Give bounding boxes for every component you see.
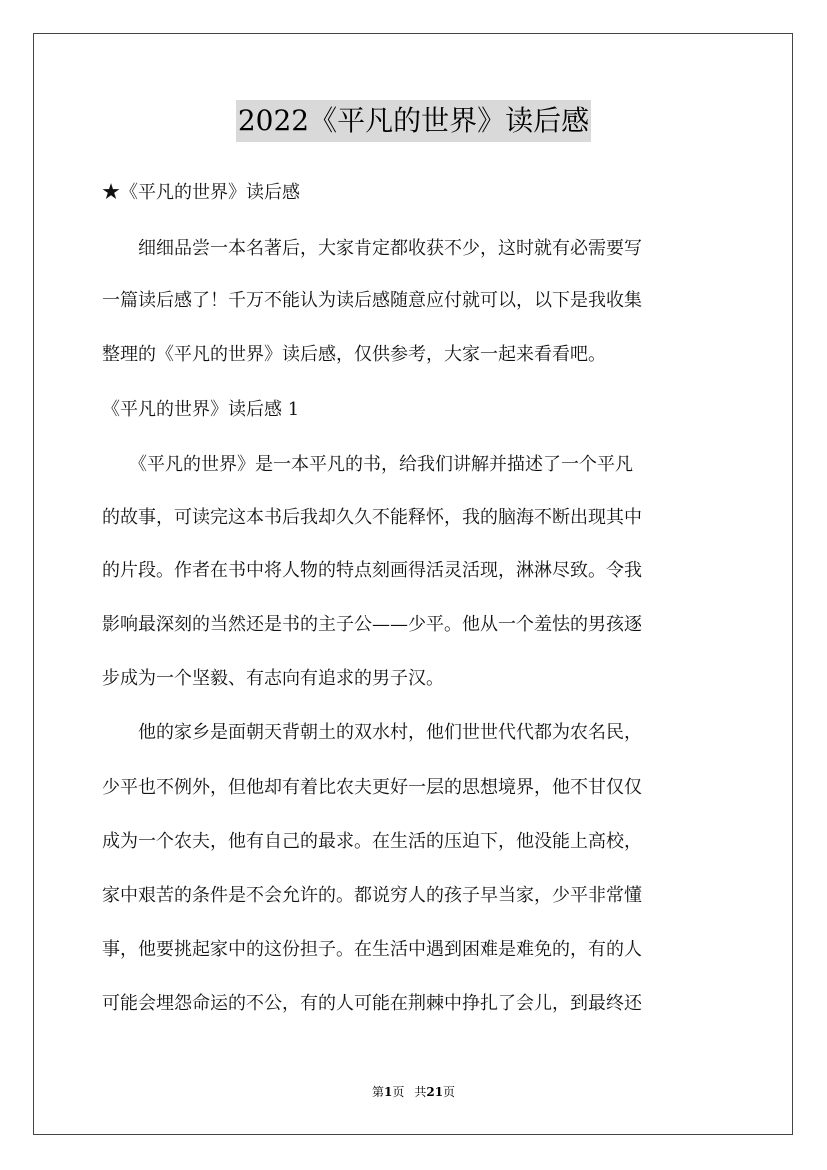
- page-prefix: 第: [371, 1085, 384, 1099]
- subheading: 《平凡的世界》读后感 1: [102, 399, 300, 420]
- paragraph2-line: 可能会埋怨命运的不公，有的人可能在荆棘中挣扎了会儿，到最终还: [102, 993, 642, 1014]
- paragraph2-line: 家中艰苦的条件是不会允许的。都说穷人的孩子早当家，少平非常懂: [102, 885, 642, 906]
- intro-line: 整理的《平凡的世界》读后感，仅供参考，大家一起来看看吧。: [102, 344, 606, 365]
- paragraph1-line: 的片段。作者在书中将人物的特点刻画得活灵活现，淋淋尽致。令我: [102, 560, 642, 581]
- paragraph2-line: 少平也不例外，但他却有着比农夫更好一层的思想境界，他不甘仅仅: [102, 777, 642, 798]
- paragraph1-line: 的故事，可读完这本书后我却久久不能释怀，我的脑海不断出现其中: [102, 507, 642, 528]
- paragraph1-line: 影响最深刻的当然还是书的主子公——少平。他从一个羞怯的男孩逐: [102, 614, 642, 635]
- total-suffix: 页: [443, 1085, 456, 1099]
- total-prefix: 共: [414, 1085, 427, 1099]
- paragraph1-line: 步成为一个坚毅、有志向有追求的男子汉。: [102, 668, 444, 689]
- intro-line: 一篇读后感了！千万不能认为读后感随意应付就可以，以下是我收集: [102, 290, 642, 311]
- total-pages: 21: [426, 1085, 444, 1099]
- page-suffix: 页: [392, 1085, 405, 1099]
- paragraph2-line: 他的家乡是面朝天背朝土的双水村，他们世世代代都为农名民，: [102, 722, 642, 743]
- paragraph2-line: 事，他要挑起家中的这份担子。在生活中遇到困难是难免的，有的人: [102, 939, 642, 960]
- title-container: [0, 100, 827, 142]
- document-title: 2022《平凡的世界》读后感: [236, 100, 591, 142]
- paragraph1-line: 《平凡的世界》是一本平凡的书，给我们讲解并描述了一个平凡: [102, 454, 633, 475]
- page-number: 1: [383, 1085, 393, 1099]
- intro-line: 细细品尝一本名著后，大家肯定都收获不少，这时就有必需要写: [102, 238, 642, 259]
- section-heading: ★《平凡的世界》读后感: [102, 182, 300, 203]
- page-footer: [0, 1083, 827, 1101]
- paragraph2-line: 成为一个农夫，他有自己的最求。在生活的压迫下，他没能上高校，: [102, 831, 642, 852]
